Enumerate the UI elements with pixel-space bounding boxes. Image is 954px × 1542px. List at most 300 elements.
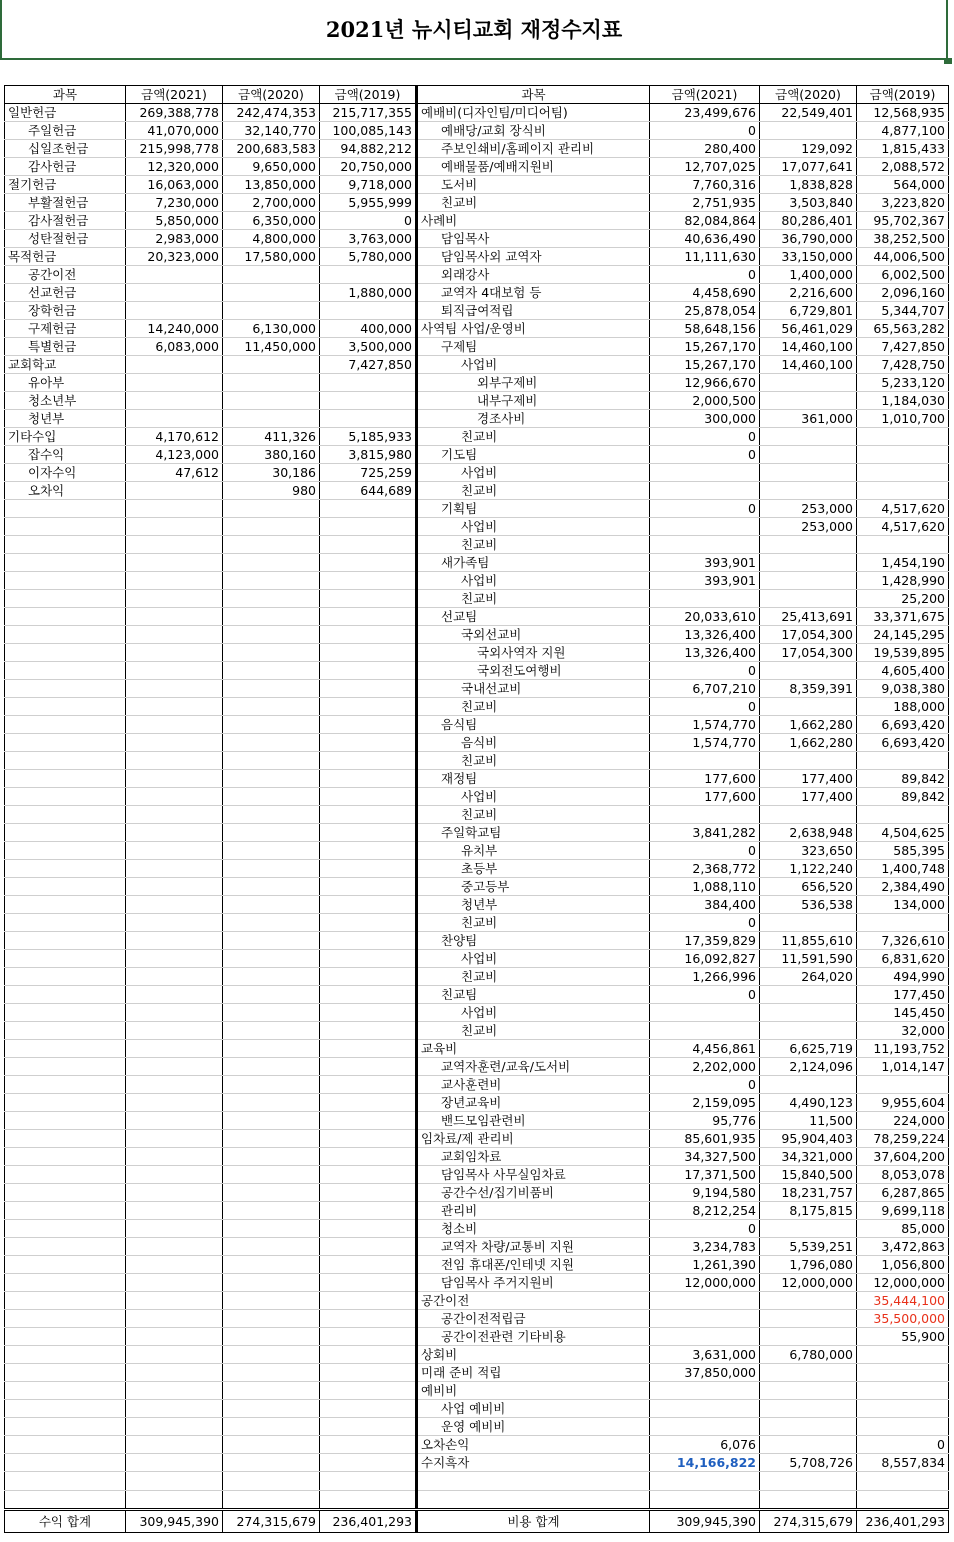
expense-item-amount: 188,000: [857, 698, 949, 716]
income-item-amount: 14,240,000: [126, 320, 223, 338]
income-empty-cell: [320, 1436, 417, 1454]
expense-item-amount: 9,955,604: [857, 1094, 949, 1112]
income-item-amount: 11,450,000: [223, 338, 320, 356]
income-empty-cell: [126, 1166, 223, 1184]
income-empty-cell: [223, 716, 320, 734]
expense-item-amount: [650, 1400, 760, 1418]
income-item-amount: [126, 410, 223, 428]
income-empty-cell: [5, 1274, 126, 1292]
income-empty-cell: [5, 1491, 126, 1510]
income-item-amount: 400,000: [320, 320, 417, 338]
expense-item-amount: 17,077,641: [760, 158, 857, 176]
expense-item-label: 사역팀 사업/운영비: [417, 320, 650, 338]
expense-item-amount: 11,591,590: [760, 950, 857, 968]
expense-item-label: 음식비: [417, 734, 650, 752]
table-row: [5, 1112, 949, 1130]
income-empty-cell: [223, 608, 320, 626]
expense-item-amount: [760, 1382, 857, 1400]
expense-item-amount: [760, 122, 857, 140]
income-empty-cell: [126, 1094, 223, 1112]
expense-item-amount: 384,400: [650, 896, 760, 914]
expense-item-amount: 82,084,864: [650, 212, 760, 230]
table-row: [5, 374, 949, 392]
income-empty-cell: [5, 680, 126, 698]
expense-item-amount: [650, 1292, 760, 1310]
expense-empty-cell: [417, 1491, 650, 1510]
income-empty-cell: [5, 500, 126, 518]
income-empty-cell: [126, 1491, 223, 1510]
income-total-2020: 274,315,679: [223, 1510, 320, 1533]
expense-item-amount: [760, 536, 857, 554]
income-empty-cell: [5, 1094, 126, 1112]
income-item-amount: 9,650,000: [223, 158, 320, 176]
income-empty-cell: [223, 536, 320, 554]
expense-item-label: 내부구제비: [417, 392, 650, 410]
expense-item-label: 공간수선/집기비품비: [417, 1184, 650, 1202]
expense-item-amount: [650, 1382, 760, 1400]
header-expense-2020: 금액(2020): [760, 86, 857, 104]
expense-item-amount: 56,461,029: [760, 320, 857, 338]
income-empty-cell: [5, 1310, 126, 1328]
income-empty-cell: [5, 860, 126, 878]
expense-item-amount: [760, 464, 857, 482]
expense-item-amount: 9,038,380: [857, 680, 949, 698]
expense-item-amount: [760, 1004, 857, 1022]
expense-item-amount: 11,193,752: [857, 1040, 949, 1058]
expense-item-amount: 1,662,280: [760, 716, 857, 734]
income-empty-cell: [126, 752, 223, 770]
expense-item-amount: 34,321,000: [760, 1148, 857, 1166]
expense-item-label: 교역자 4대보험 등: [417, 284, 650, 302]
table-row: [5, 1364, 949, 1382]
expense-item-label: 공간이전관련 기타비용: [417, 1328, 650, 1346]
income-empty-cell: [223, 644, 320, 662]
income-empty-cell: [223, 950, 320, 968]
income-item-amount: [126, 302, 223, 320]
income-empty-cell: [126, 968, 223, 986]
expense-item-amount: 2,368,772: [650, 860, 760, 878]
income-empty-cell: [126, 680, 223, 698]
income-empty-cell: [5, 842, 126, 860]
expense-item-amount: 656,520: [760, 878, 857, 896]
income-empty-cell: [126, 1202, 223, 1220]
income-empty-cell: [320, 1076, 417, 1094]
table-row: [5, 734, 949, 752]
expense-item-amount: 15,267,170: [650, 356, 760, 374]
income-item-amount: 41,070,000: [126, 122, 223, 140]
expense-item-label: 교역자 차량/교통비 지원: [417, 1238, 650, 1256]
table-row: [5, 860, 949, 878]
expense-item-amount: [760, 554, 857, 572]
table-row: [5, 536, 949, 554]
expense-item-label: 예배당/교회 장식비: [417, 122, 650, 140]
income-empty-cell: [5, 1472, 126, 1491]
expense-item-label: 기도팀: [417, 446, 650, 464]
expense-item-label: 주보인쇄비/홈페이지 관리비: [417, 140, 650, 158]
expense-item-amount: 14,166,822: [650, 1454, 760, 1472]
income-empty-cell: [320, 788, 417, 806]
expense-item-amount: 129,092: [760, 140, 857, 158]
expense-item-amount: 25,413,691: [760, 608, 857, 626]
table-row: [5, 1058, 949, 1076]
income-empty-cell: [223, 842, 320, 860]
income-empty-cell: [320, 734, 417, 752]
finance-table-body: [5, 86, 949, 1533]
income-item-amount: 3,763,000: [320, 230, 417, 248]
expense-item-amount: 2,159,095: [650, 1094, 760, 1112]
table-row: [5, 788, 949, 806]
expense-item-label: 전임 휴대폰/인테넷 지원: [417, 1256, 650, 1274]
expense-item-amount: 33,150,000: [760, 248, 857, 266]
expense-empty-cell: [417, 1472, 650, 1491]
expense-item-amount: 3,841,282: [650, 824, 760, 842]
expense-item-amount: 0: [650, 266, 760, 284]
table-row: [5, 572, 949, 590]
income-empty-cell: [320, 806, 417, 824]
expense-item-amount: [760, 482, 857, 500]
expense-item-amount: [650, 806, 760, 824]
income-empty-cell: [320, 860, 417, 878]
expense-item-amount: 14,460,100: [760, 338, 857, 356]
income-item-amount: [223, 302, 320, 320]
expense-item-amount: 8,359,391: [760, 680, 857, 698]
expense-item-label: 교육비: [417, 1040, 650, 1058]
income-item-amount: 30,186: [223, 464, 320, 482]
table-row: [5, 1022, 949, 1040]
income-empty-cell: [126, 554, 223, 572]
income-item-label: 부활절헌금: [5, 194, 126, 212]
expense-item-amount: [650, 464, 760, 482]
expense-item-amount: 177,450: [857, 986, 949, 1004]
income-empty-cell: [320, 1202, 417, 1220]
income-empty-cell: [126, 662, 223, 680]
expense-item-amount: [760, 1292, 857, 1310]
table-row: [5, 356, 949, 374]
income-empty-cell: [320, 572, 417, 590]
expense-item-label: 기획팀: [417, 500, 650, 518]
table-row: [5, 518, 949, 536]
income-empty-cell: [223, 788, 320, 806]
expense-item-amount: 6,693,420: [857, 734, 949, 752]
table-row: [5, 1418, 949, 1436]
income-empty-cell: [320, 914, 417, 932]
expense-item-amount: [760, 986, 857, 1004]
expense-item-amount: 177,600: [650, 788, 760, 806]
income-item-label: 장학헌금: [5, 302, 126, 320]
expense-item-amount: 3,234,783: [650, 1238, 760, 1256]
income-item-label: 감사헌금: [5, 158, 126, 176]
table-row: [5, 1454, 949, 1472]
expense-item-amount: 1,122,240: [760, 860, 857, 878]
income-empty-cell: [126, 698, 223, 716]
income-empty-cell: [5, 1454, 126, 1472]
income-empty-cell: [126, 896, 223, 914]
expense-item-label: 사업비: [417, 572, 650, 590]
income-empty-cell: [320, 1094, 417, 1112]
income-empty-cell: [5, 806, 126, 824]
expense-item-amount: [650, 752, 760, 770]
income-empty-cell: [126, 932, 223, 950]
income-empty-cell: [320, 590, 417, 608]
income-empty-cell: [320, 662, 417, 680]
income-item-amount: 9,718,000: [320, 176, 417, 194]
income-empty-cell: [223, 878, 320, 896]
expense-item-amount: 1,796,080: [760, 1256, 857, 1274]
income-empty-cell: [223, 1418, 320, 1436]
income-empty-cell: [223, 1166, 320, 1184]
table-row: [5, 932, 949, 950]
expense-item-amount: 1,574,770: [650, 716, 760, 734]
income-item-amount: 17,580,000: [223, 248, 320, 266]
expense-item-amount: 6,625,719: [760, 1040, 857, 1058]
income-empty-cell: [5, 1130, 126, 1148]
expense-item-amount: 2,096,160: [857, 284, 949, 302]
income-empty-cell: [5, 824, 126, 842]
income-item-amount: 32,140,770: [223, 122, 320, 140]
income-item-amount: 6,350,000: [223, 212, 320, 230]
income-empty-cell: [5, 1040, 126, 1058]
income-empty-cell: [223, 1238, 320, 1256]
income-empty-cell: [126, 1148, 223, 1166]
income-empty-cell: [126, 1058, 223, 1076]
table-row: [5, 1292, 949, 1310]
expense-item-amount: 20,033,610: [650, 608, 760, 626]
income-empty-cell: [5, 1382, 126, 1400]
income-empty-cell: [223, 1436, 320, 1454]
expense-item-amount: 80,286,401: [760, 212, 857, 230]
expense-item-amount: 1,454,190: [857, 554, 949, 572]
expense-item-label: 청소비: [417, 1220, 650, 1238]
expense-item-amount: [650, 518, 760, 536]
income-empty-cell: [223, 1292, 320, 1310]
table-row: [5, 770, 949, 788]
income-item-amount: 5,780,000: [320, 248, 417, 266]
expense-item-amount: [760, 1220, 857, 1238]
income-empty-cell: [5, 986, 126, 1004]
income-empty-cell: [223, 1454, 320, 1472]
expense-item-label: 담임목사: [417, 230, 650, 248]
income-empty-cell: [223, 932, 320, 950]
income-empty-cell: [320, 1491, 417, 1510]
expense-item-label: 담임목사 주거지원비: [417, 1274, 650, 1292]
table-row: [5, 104, 949, 122]
income-empty-cell: [126, 644, 223, 662]
income-empty-cell: [126, 770, 223, 788]
table-row: [5, 1040, 949, 1058]
header-row: [5, 86, 949, 104]
income-empty-cell: [126, 626, 223, 644]
expense-item-amount: 35,444,100: [857, 1292, 949, 1310]
income-item-amount: 242,474,353: [223, 104, 320, 122]
income-empty-cell: [223, 1022, 320, 1040]
income-empty-cell: [5, 1292, 126, 1310]
income-empty-cell: [5, 914, 126, 932]
table-row: [5, 1328, 949, 1346]
header-income-2021: 금액(2021): [126, 86, 223, 104]
income-empty-cell: [320, 752, 417, 770]
income-empty-cell: [223, 1094, 320, 1112]
income-item-amount: [126, 266, 223, 284]
table-row: [5, 1436, 949, 1454]
expense-empty-cell: [760, 1472, 857, 1491]
expense-empty-cell: [857, 1472, 949, 1491]
income-empty-cell: [320, 680, 417, 698]
table-row: [5, 1472, 949, 1491]
income-empty-cell: [5, 788, 126, 806]
expense-item-label: 사업비: [417, 518, 650, 536]
expense-item-label: 사례비: [417, 212, 650, 230]
income-empty-cell: [5, 770, 126, 788]
income-empty-cell: [223, 1491, 320, 1510]
income-empty-cell: [320, 842, 417, 860]
income-empty-cell: [126, 860, 223, 878]
expense-item-amount: 89,842: [857, 788, 949, 806]
income-item-label: 구제헌금: [5, 320, 126, 338]
expense-item-amount: 3,631,000: [650, 1346, 760, 1364]
income-empty-cell: [223, 500, 320, 518]
expense-item-label: 퇴직급여적립: [417, 302, 650, 320]
table-row: [5, 824, 949, 842]
income-empty-cell: [320, 968, 417, 986]
table-row: [5, 1094, 949, 1112]
expense-item-label: 관리비: [417, 1202, 650, 1220]
income-empty-cell: [5, 968, 126, 986]
expense-item-amount: 494,990: [857, 968, 949, 986]
expense-item-amount: 7,428,750: [857, 356, 949, 374]
table-row: [5, 1310, 949, 1328]
table-row: [5, 1382, 949, 1400]
income-item-label: 공간이전: [5, 266, 126, 284]
income-item-amount: [126, 482, 223, 500]
expense-item-label: 오차손익: [417, 1436, 650, 1454]
income-empty-cell: [5, 1058, 126, 1076]
expense-item-amount: 4,517,620: [857, 500, 949, 518]
table-row: [5, 896, 949, 914]
expense-item-amount: 1,400,748: [857, 860, 949, 878]
expense-item-amount: 65,563,282: [857, 320, 949, 338]
income-item-amount: 6,130,000: [223, 320, 320, 338]
expense-item-label: 수지흑자: [417, 1454, 650, 1472]
income-empty-cell: [5, 1220, 126, 1238]
expense-item-label: 외부구제비: [417, 374, 650, 392]
income-empty-cell: [223, 1400, 320, 1418]
expense-item-amount: [760, 806, 857, 824]
expense-item-amount: 300,000: [650, 410, 760, 428]
expense-item-amount: 536,538: [760, 896, 857, 914]
expense-total-2021: 309,945,390: [650, 1510, 760, 1533]
income-item-amount: 5,955,999: [320, 194, 417, 212]
table-row: [5, 1004, 949, 1022]
table-row: [5, 590, 949, 608]
expense-item-amount: [760, 428, 857, 446]
expense-item-label: 친교비: [417, 968, 650, 986]
table-row: [5, 266, 949, 284]
income-empty-cell: [320, 1058, 417, 1076]
expense-item-amount: 2,202,000: [650, 1058, 760, 1076]
income-empty-cell: [5, 1238, 126, 1256]
income-empty-cell: [320, 932, 417, 950]
table-row: [5, 680, 949, 698]
expense-item-amount: 4,605,400: [857, 662, 949, 680]
expense-item-label: 주일학교팀: [417, 824, 650, 842]
table-row: [5, 752, 949, 770]
income-empty-cell: [223, 806, 320, 824]
expense-item-amount: 36,790,000: [760, 230, 857, 248]
expense-item-label: 사업비: [417, 950, 650, 968]
expense-item-amount: 0: [650, 662, 760, 680]
income-empty-cell: [5, 1400, 126, 1418]
table-row: [5, 464, 949, 482]
income-empty-cell: [5, 626, 126, 644]
expense-item-amount: [857, 806, 949, 824]
income-empty-cell: [320, 950, 417, 968]
expense-item-amount: 4,458,690: [650, 284, 760, 302]
income-empty-cell: [320, 1130, 417, 1148]
expense-item-amount: [857, 464, 949, 482]
expense-item-amount: 12,000,000: [760, 1274, 857, 1292]
table-row: [5, 1256, 949, 1274]
expense-item-amount: 5,344,707: [857, 302, 949, 320]
expense-item-amount: 16,092,827: [650, 950, 760, 968]
expense-item-amount: 6,831,620: [857, 950, 949, 968]
expense-item-label: 선교팀: [417, 608, 650, 626]
expense-item-label: 구제팀: [417, 338, 650, 356]
expense-item-amount: [760, 1436, 857, 1454]
income-empty-cell: [223, 1202, 320, 1220]
income-empty-cell: [223, 770, 320, 788]
expense-item-amount: 34,327,500: [650, 1148, 760, 1166]
expense-item-label: 친교비: [417, 194, 650, 212]
income-empty-cell: [223, 968, 320, 986]
table-row: [5, 410, 949, 428]
expense-item-amount: 4,504,625: [857, 824, 949, 842]
income-empty-cell: [320, 1112, 417, 1130]
income-empty-cell: [320, 1310, 417, 1328]
expense-item-amount: [650, 482, 760, 500]
table-row: [5, 482, 949, 500]
income-empty-cell: [126, 1292, 223, 1310]
income-empty-cell: [126, 1454, 223, 1472]
expense-item-label: 국외선교비: [417, 626, 650, 644]
expense-item-amount: 15,840,500: [760, 1166, 857, 1184]
table-row: [5, 1238, 949, 1256]
income-empty-cell: [320, 896, 417, 914]
page-title: 2021년 뉴시티교회 재정수지표: [325, 17, 623, 42]
table-row: [5, 392, 949, 410]
expense-item-amount: 1,184,030: [857, 392, 949, 410]
expense-empty-cell: [857, 1491, 949, 1510]
income-item-amount: 20,750,000: [320, 158, 417, 176]
income-empty-cell: [223, 1274, 320, 1292]
income-empty-cell: [5, 572, 126, 590]
income-empty-cell: [320, 500, 417, 518]
income-empty-cell: [126, 500, 223, 518]
income-empty-cell: [5, 896, 126, 914]
income-empty-cell: [223, 572, 320, 590]
expense-item-amount: 0: [650, 1076, 760, 1094]
expense-item-amount: [760, 1400, 857, 1418]
expense-item-amount: 5,708,726: [760, 1454, 857, 1472]
income-empty-cell: [223, 1382, 320, 1400]
table-row: [5, 338, 949, 356]
income-item-amount: [320, 392, 417, 410]
income-item-label: 일반헌금: [5, 104, 126, 122]
expense-item-amount: 5,233,120: [857, 374, 949, 392]
expense-item-amount: [650, 1418, 760, 1436]
income-empty-cell: [126, 1256, 223, 1274]
income-item-amount: 980: [223, 482, 320, 500]
income-item-amount: [223, 266, 320, 284]
